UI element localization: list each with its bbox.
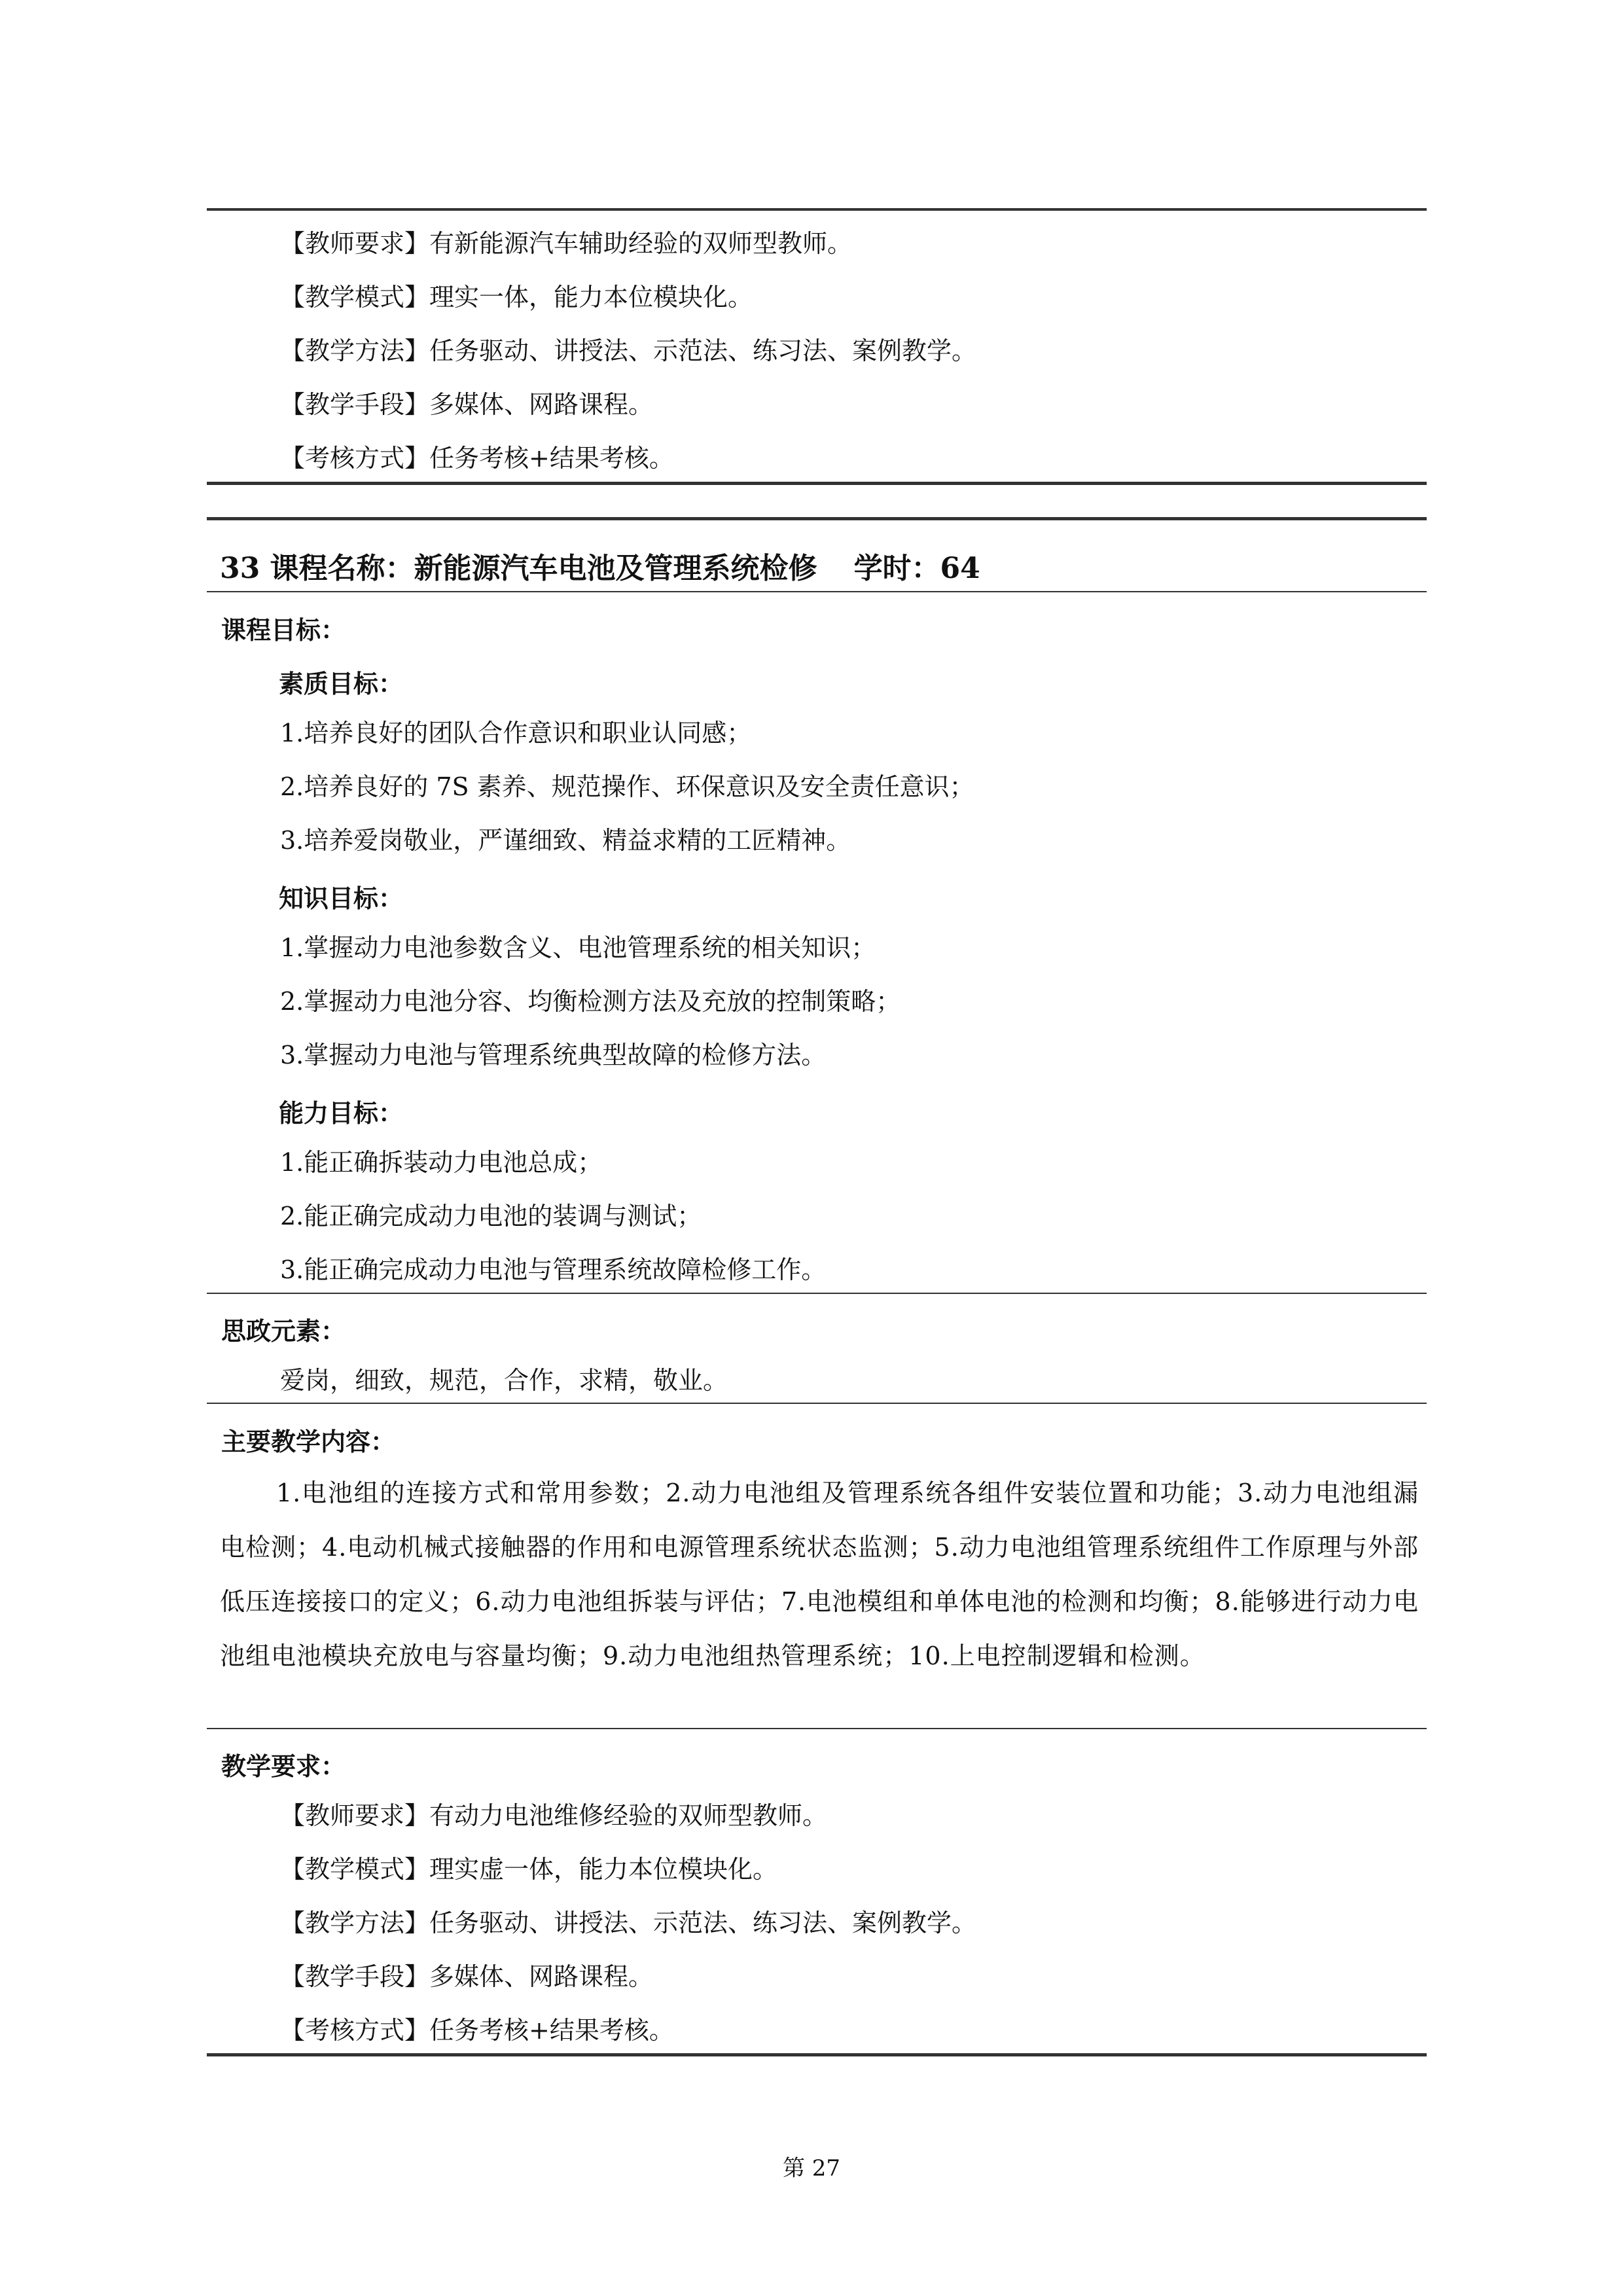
prev-teaching-method: 【教学方法】任务驱动、讲授法、示范法、练习法、案例教学。 (280, 336, 977, 365)
bottom-rule (207, 2053, 1427, 2056)
ideology-rule (207, 1403, 1427, 1404)
teaching-method: 【教学方法】任务驱动、讲授法、示范法、练习法、案例教学。 (280, 1909, 977, 1937)
prev-teaching-mode: 【教学模式】理实一体，能力本位模块化。 (280, 283, 753, 312)
quality-objective: 3.培养爱岗敬业，严谨细致、精益求精的工匠精神。 (280, 826, 851, 855)
quality-objective: 2.培养良好的 7S 素养、规范操作、环保意识及安全责任意识； (280, 772, 974, 801)
assessment-method: 【考核方式】任务考核+结果考核。 (280, 2016, 674, 2045)
knowledge-objectives-heading: 知识目标： (279, 884, 404, 913)
teaching-mode: 【教学模式】理实虚一体，能力本位模块化。 (280, 1855, 778, 1884)
course-title-row (220, 545, 980, 586)
ability-objective: 3.能正确完成动力电池与管理系统故障检修工作。 (280, 1255, 827, 1284)
quality-objective: 1.培养良好的团队合作意识和职业认同感； (280, 719, 752, 747)
knowledge-objective: 3.掌握动力电池与管理系统典型故障的检修方法。 (280, 1041, 827, 1069)
content-rule (207, 1728, 1427, 1729)
page-number: 第 27 (782, 2155, 841, 2181)
content-heading: 主要教学内容： (221, 1427, 396, 1456)
title-rule (207, 591, 1427, 592)
quality-objectives-heading: 素质目标： (279, 669, 404, 698)
prev-teacher-requirement: 【教师要求】有新能源汽车辅助经验的双师型教师。 (280, 229, 853, 258)
ability-objective: 1.能正确拆装动力电池总成； (280, 1148, 603, 1177)
objectives-rule (207, 1293, 1427, 1294)
knowledge-objective: 1.掌握动力电池参数含义、电池管理系统的相关知识； (280, 933, 876, 962)
teacher-requirement: 【教师要求】有动力电池维修经验的双师型教师。 (280, 1801, 828, 1830)
prev-assessment: 【考核方式】任务考核+结果考核。 (280, 444, 674, 473)
course-start-rule (207, 517, 1427, 520)
content-paragraph: 1.电池组的连接方式和常用参数；2.动力电池组及管理系统各组件安装位置和功能；3.动力电池组漏电检测；4.电动机械式接触器的作用和电源管理系统状态监测；5.动力电池组管理系统组件工作原理与外部低压连接接口的定义；6.动力电池组拆装与评估；7.电池模组和单体电池的检测和均衡；8.能够进行动力电池组电池模块充放电与容量均衡；9.动力电池组热管理系统；10.上电控制逻辑和检测。 (220, 1479, 1419, 1670)
ideology-heading: 思政元素： (221, 1316, 346, 1346)
course-hours: 学时：64 (853, 552, 980, 585)
requirements-heading: 教学要求： (221, 1751, 346, 1781)
knowledge-objective: 2.掌握动力电池分容、均衡检测方法及充放的控制策略； (280, 987, 901, 1016)
objectives-heading: 课程目标： (221, 615, 346, 645)
ability-objective: 2.能正确完成动力电池的装调与测试； (280, 1202, 702, 1230)
section-end-rule (207, 482, 1427, 485)
ideology-text: 爱岗，细致，规范，合作，求精，敬业。 (280, 1366, 728, 1395)
prev-teaching-means: 【教学手段】多媒体、网路课程。 (280, 390, 654, 419)
top-rule (207, 208, 1427, 211)
course-title: 33 课程名称：新能源汽车电池及管理系统检修 (220, 552, 817, 585)
teaching-means: 【教学手段】多媒体、网路课程。 (280, 1962, 654, 1991)
ability-objectives-heading: 能力目标： (279, 1098, 404, 1128)
